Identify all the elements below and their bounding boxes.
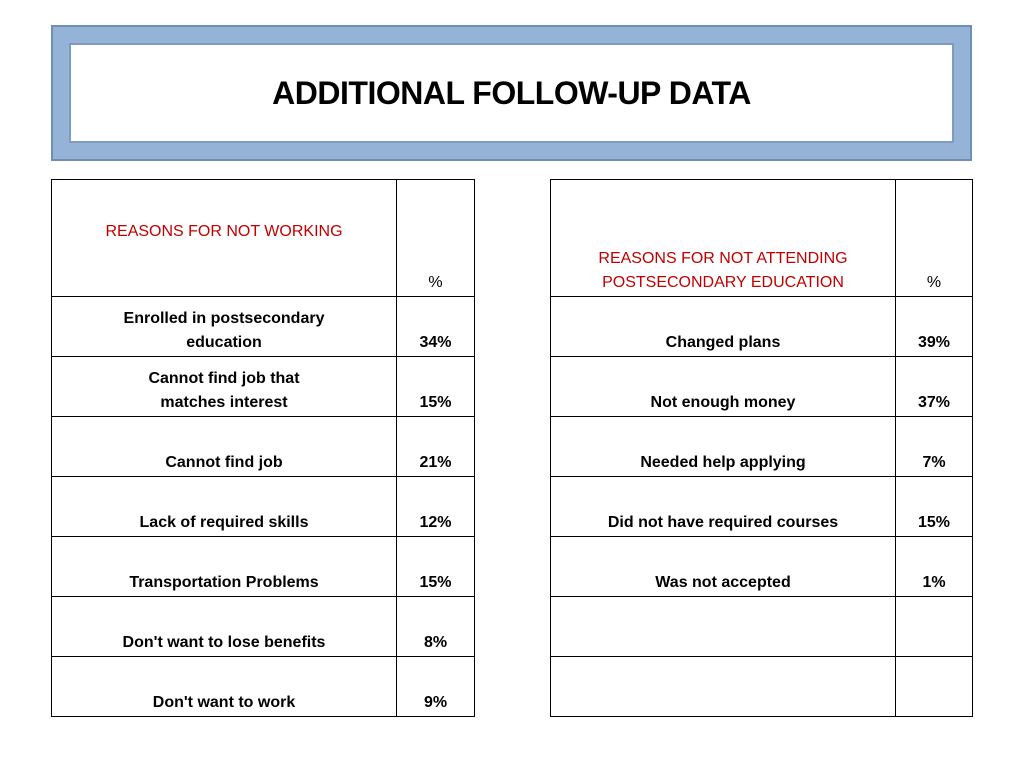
table-row <box>551 357 973 417</box>
column-header-percent: % <box>397 180 475 297</box>
table-row <box>551 477 973 537</box>
reason-cell: Don't want to work <box>52 657 397 717</box>
percent-cell: 21% <box>397 417 475 477</box>
percent-cell <box>896 657 973 717</box>
percent-cell: 7% <box>896 417 973 477</box>
reason-cell: Lack of required skills <box>52 477 397 537</box>
reason-cell <box>551 657 896 717</box>
table-header-row <box>551 180 973 297</box>
reason-cell: Don't want to lose benefits <box>52 597 397 657</box>
reason-cell: Enrolled in postsecondary education <box>52 297 397 357</box>
table-row <box>52 537 475 597</box>
reason-cell: Changed plans <box>551 297 896 357</box>
percent-cell: 9% <box>397 657 475 717</box>
title-frame <box>51 25 972 161</box>
table-row <box>52 597 475 657</box>
table-row <box>551 537 973 597</box>
table-header-row <box>52 180 475 297</box>
column-header-reason: REASONS FOR NOT ATTENDING POSTSECONDARY EDUCATION <box>551 180 896 297</box>
percent-cell: 12% <box>397 477 475 537</box>
table-row <box>52 657 475 717</box>
percent-cell: 15% <box>896 477 973 537</box>
page-title: ADDITIONAL FOLLOW-UP DATA <box>272 74 751 111</box>
percent-cell: 39% <box>896 297 973 357</box>
percent-cell <box>896 597 973 657</box>
table-row <box>551 597 973 657</box>
reasons-not-working-table <box>51 179 475 717</box>
table-row <box>551 417 973 477</box>
reason-cell: Cannot find job <box>52 417 397 477</box>
table-row <box>52 417 475 477</box>
table-row <box>52 297 475 357</box>
table-row <box>551 657 973 717</box>
reason-cell <box>551 597 896 657</box>
table-row <box>52 477 475 537</box>
reason-cell: Not enough money <box>551 357 896 417</box>
percent-cell: 1% <box>896 537 973 597</box>
reasons-not-attending-table <box>550 179 973 717</box>
column-header-reason: REASONS FOR NOT WORKING <box>52 180 397 297</box>
percent-cell: 15% <box>397 537 475 597</box>
percent-cell: 15% <box>397 357 475 417</box>
reason-cell: Needed help applying <box>551 417 896 477</box>
reason-cell: Transportation Problems <box>52 537 397 597</box>
table-row <box>52 357 475 417</box>
column-header-percent: % <box>896 180 973 297</box>
percent-cell: 8% <box>397 597 475 657</box>
title-box <box>69 43 954 143</box>
percent-cell: 34% <box>397 297 475 357</box>
reason-cell: Did not have required courses <box>551 477 896 537</box>
percent-cell: 37% <box>896 357 973 417</box>
reason-cell: Cannot find job that matches interest <box>52 357 397 417</box>
reason-cell: Was not accepted <box>551 537 896 597</box>
table-row <box>551 297 973 357</box>
